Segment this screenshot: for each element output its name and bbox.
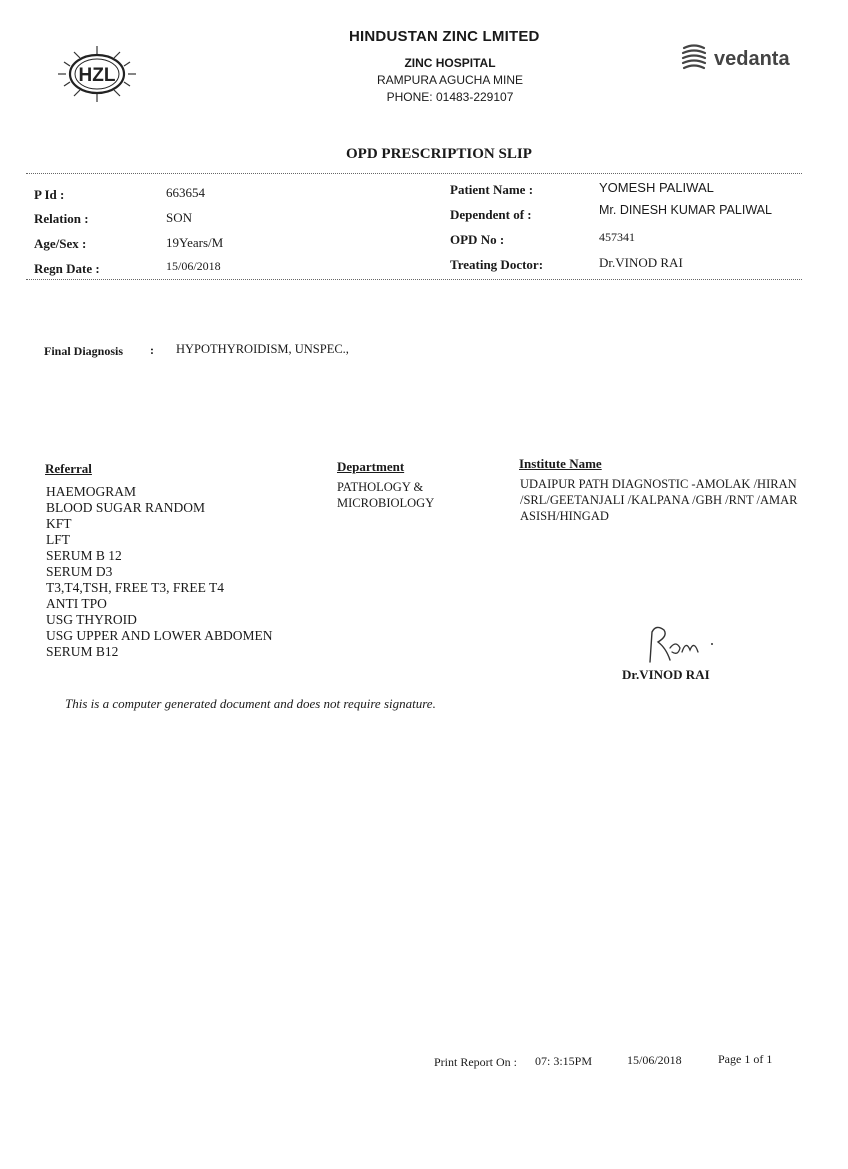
hzl-emblem-icon xyxy=(54,44,140,104)
diagnosis-value: HYPOTHYROIDISM, UNSPEC., xyxy=(176,342,349,356)
page-number: Page 1 of 1 xyxy=(718,1052,773,1066)
diagnosis-label: Final Diagnosis xyxy=(44,344,124,358)
institute-value: UDAIPUR PATH DIAGNOSTIC -AMOLAK /HIRAN /SRL/GEETANJALI /KALPANA /GBH /RNT /AMAR ASISH/HINGAD xyxy=(520,477,798,523)
computer-generated-note: This is a computer generated document and does not require signature. xyxy=(65,696,436,711)
referral-item: USG UPPER AND LOWER ABDOMEN xyxy=(46,628,273,643)
vedanta-logo xyxy=(680,40,790,76)
opd-no-label: OPD No : xyxy=(450,232,505,247)
dependent-value: Mr. DINESH KUMAR PALIWAL xyxy=(599,203,772,217)
referral-item: SERUM D3 xyxy=(46,564,113,579)
hospital-phone: PHONE: 01483-229107 xyxy=(386,90,514,104)
patient-name-value: YOMESH PALIWAL xyxy=(599,180,714,195)
referral-item: SERUM B 12 xyxy=(46,548,122,563)
referral-item: SERUM B12 xyxy=(46,644,119,659)
referral-item: HAEMOGRAM xyxy=(46,484,137,499)
referral-item: USG THYROID xyxy=(46,612,137,627)
department-value: PATHOLOGY & MICROBIOLOGY xyxy=(337,480,435,510)
institute-heading: Institute Name xyxy=(519,456,602,471)
pid-value: 663654 xyxy=(166,185,205,200)
diagnosis-separator: : xyxy=(150,343,154,357)
vedanta-logo-text: vedanta xyxy=(714,48,790,70)
pid-label: P Id : xyxy=(34,187,65,202)
hospital-name: ZINC HOSPITAL xyxy=(404,56,496,70)
referral-item: KFT xyxy=(46,516,72,531)
svg-text:HZL: HZL xyxy=(78,65,116,86)
vedanta-logo-icon xyxy=(680,40,708,79)
hospital-location: RAMPURA AGUCHA MINE xyxy=(376,73,524,87)
referral-item: ANTI TPO xyxy=(46,596,107,611)
relation-label: Relation : xyxy=(34,211,89,226)
referral-list xyxy=(46,484,273,660)
doctor-signature-icon xyxy=(636,622,720,668)
regn-date-label: Regn Date : xyxy=(34,261,100,276)
patient-name-label: Patient Name : xyxy=(450,182,534,197)
relation-value: SON xyxy=(166,210,193,225)
referral-item: T3,T4,TSH, FREE T3, FREE T4 xyxy=(46,580,225,595)
treating-doctor-label: Treating Doctor: xyxy=(450,257,544,272)
print-report-label: Print Report On : xyxy=(434,1055,517,1069)
agesex-value: 19Years/M xyxy=(166,235,224,250)
company-name: HINDUSTAN ZINC LMITED xyxy=(349,28,540,45)
slip-title: OPD PRESCRIPTION SLIP xyxy=(346,146,532,162)
print-report-time: 07: 3:15PM xyxy=(535,1054,593,1068)
print-report-date: 15/06/2018 xyxy=(627,1053,682,1067)
top-divider xyxy=(26,173,802,174)
referral-item: LFT xyxy=(46,532,71,547)
signature-doctor-name: Dr.VINOD RAI xyxy=(622,667,710,682)
referral-heading: Referral xyxy=(45,461,92,476)
dependent-label: Dependent of : xyxy=(450,207,532,222)
opd-no-value: 457341 xyxy=(599,230,635,244)
department-heading: Department xyxy=(337,459,405,474)
agesex-label: Age/Sex : xyxy=(34,236,87,251)
treating-doctor-value: Dr.VINOD RAI xyxy=(599,255,683,270)
referral-item: BLOOD SUGAR RANDOM xyxy=(46,500,206,515)
bottom-divider xyxy=(26,279,802,280)
regn-date-value: 15/06/2018 xyxy=(166,259,221,273)
